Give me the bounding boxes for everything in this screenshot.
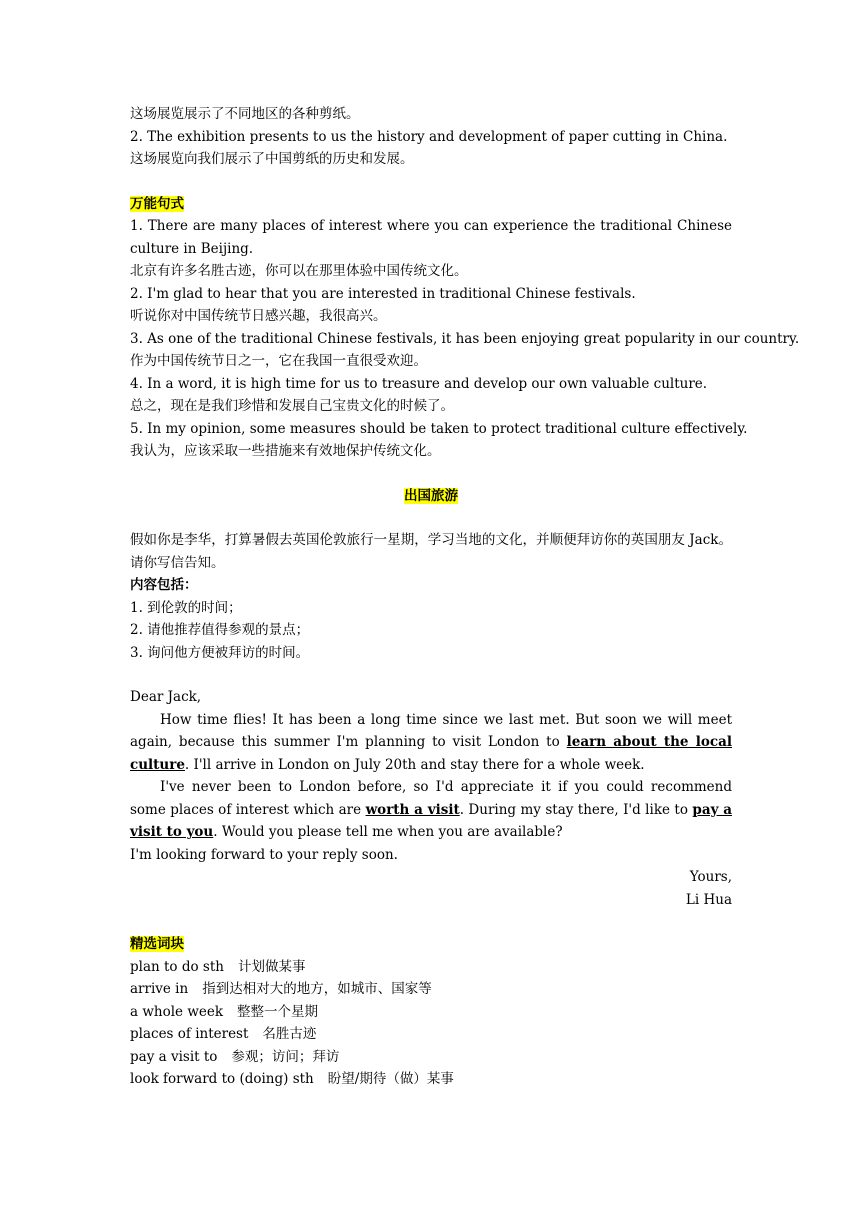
letter-p2-text-b: . During my stay there, I'd like to [459,801,693,818]
letter-p1-text-a: How time flies! It has been a long time since we last met. But soon we will meet again, because this summer I'm planning to visit London to [130,711,732,750]
sentence-1-en: 1. There are many places of interest where you can experience the traditional Chinese culture in Beijing. [130,218,732,257]
sentence-1-zh: 北京有许多名胜古迹，你可以在那里体验中国传统文化。 [130,263,468,279]
vocab-item-en: a whole week [130,1003,224,1020]
letter-p1-phrase: learn about the local culture [130,734,732,773]
sentence-2-en: 2. I'm glad to hear that you are interested in traditional Chinese festivals. [130,285,636,302]
vocab-item [130,1046,732,1069]
letter-closing: Yours, [689,869,732,885]
vocab-item-en: places of interest [130,1026,249,1042]
letter-p2-phrase-1: worth a visit [365,801,460,818]
letter-paragraph-2 [130,776,732,844]
section-title: 出国旅游 [404,487,458,504]
letter-p2-text-c: . Would you please tell me when you are available? [213,824,563,840]
top-line-2: 2. The exhibition presents to us the history and development of paper cutting in China. [130,128,728,145]
letter-p2-text-a: I've never been to London before, so I'd appreciate it if you could recommend some places of interest which are [130,779,732,818]
sentence-5-zh: 我认为，应该采取一些措施来有效地保护传统文化。 [130,443,441,459]
sentence-2-zh: 听说你对中国传统节日感兴趣，我很高兴。 [130,308,387,324]
letter-signature: Li Hua [685,891,732,908]
top-line-3: 这场展览向我们展示了中国剪纸的历史和发展。 [130,151,414,167]
letter-p2-phrase-2: pay a visit to you [130,801,733,840]
section-title-row [130,485,732,508]
spacer [130,664,732,686]
vocab-heading-row [130,933,732,956]
vocab-item-zh: 参观；访问；拜访 [231,1048,340,1065]
vocab-item [130,1068,732,1091]
vocab-item-zh: 整整一个星期 [237,1003,319,1020]
content-label: 内容包括： [130,577,198,593]
vocab-item [130,978,732,1001]
vocab-item [130,1023,732,1046]
section-prompt: 假如你是李华，打算暑假去英国伦敦旅行一星期，学习当地的文化，并顺便拜访你的英国朋友 Jack。请你写信告知。 [130,532,732,571]
vocab-item-zh: 指到达相对大的地方，如城市、国家等 [202,981,432,997]
letter-paragraph-1 [130,709,732,777]
vocab-item-zh: 计划做某事 [237,958,306,975]
letter-paragraph-3: I'm looking forward to your reply soon. [130,846,398,863]
sentence-3-zh: 作为中国传统节日之一，它在我国一直很受欢迎。 [130,353,427,369]
requirement-item-1: 1. 到伦敦的时间； [130,599,242,616]
vocab-item-en: look forward to (doing) sth [130,1071,314,1087]
top-line-1: 这场展览展示了不同地区的各种剪纸。 [130,106,360,122]
letter-greeting: Dear Jack, [130,689,202,705]
spacer [130,507,732,529]
vocab-item-en: arrive in [130,981,189,997]
sentences-heading: 万能句式 [130,195,184,212]
document-content [130,103,800,1091]
vocab-item-zh: 盼望/期待（做）某事 [327,1071,454,1087]
sentence-4-en: 4. In a word, it is high time for us to treasure and develop our own valuable culture. [130,375,708,392]
sentence-5-en: 5. In my opinion, some measures should be taken to protect traditional culture effectively. [130,420,748,437]
requirement-item-3: 3. 询问他方便被拜访的时间。 [130,644,310,661]
vocab-heading: 精选词块 [130,936,184,952]
requirement-item-2: 2. 请他推荐值得参观的景点； [130,622,310,638]
sentences-heading-row [130,193,732,216]
vocab-item [130,1001,732,1024]
vocab-item-zh: 名胜古迹 [262,1026,317,1042]
sentence-3-en: 3. As one of the traditional Chinese festivals, it has been enjoying great popularity in our country. [130,330,800,347]
vocab-item-en: pay a visit to [130,1048,218,1065]
vocab-item-en: plan to do sth [130,958,224,975]
sentence-4-zh: 总之，现在是我们珍惜和发展自己宝贵文化的时候了。 [130,398,454,414]
vocab-item [130,956,732,979]
letter-p1-text-b: . I'll arrive in London on July 20th and stay there for a whole week. [184,756,645,773]
